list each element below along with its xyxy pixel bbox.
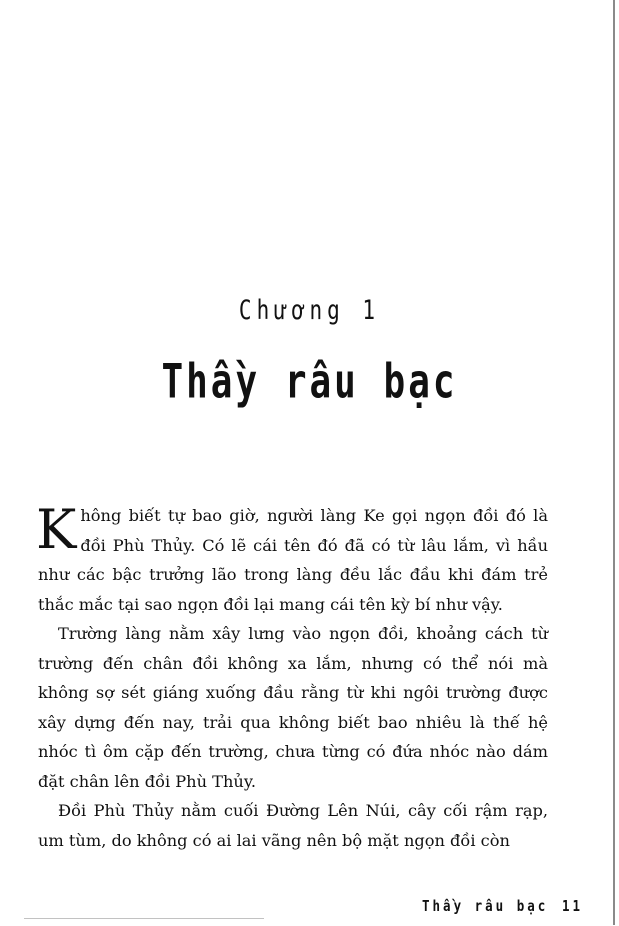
paragraph-3: Đồi Phù Thủy nằm cuối Đường Lên Núi, cây cối rậm rạp, um tùm, do không có ai lai vãng nên bộ mặt ngọn đồi còn (38, 801, 548, 850)
page-number: 11 (562, 896, 584, 915)
chapter-label: Chương 1 (238, 295, 381, 325)
drop-cap: K (36, 498, 77, 561)
page-edge-line (613, 0, 615, 925)
paragraph-1-text: hông biết tự bao giờ, người làng Ke gọi ngọn đồi đó là đồi Phù Thủy. Có lẽ cái tên đó đã có từ lâu lắm, vì hầu như các bậc trưởng lão trong làng đều lắc đầu khi đám trẻ thắc mắc tại sao ngọn đồi lại mang cái tên kỳ bí như vậy. (38, 506, 548, 614)
chapter-title: Thầy râu bạc (161, 355, 458, 410)
chapter-body (36, 498, 548, 855)
running-footer-title: Thầy râu bạc (422, 896, 549, 915)
paragraph-2: Trường làng nằm xây lưng vào ngọn đồi, khoảng cách từ trường đến chân đồi không xa lắm, nhưng có thể nói mà không sợ sét giáng xuống đầu rằng từ khi ngôi trường được xây dựng đến nay, trải qua không biết bao nhiêu là thế hệ nhóc tì ôm cặp đến trường, chưa từng có đứa nhóc nào dám đặt chân lên đồi Phù Thủy. (38, 624, 548, 791)
paragraph-1 (36, 498, 548, 619)
